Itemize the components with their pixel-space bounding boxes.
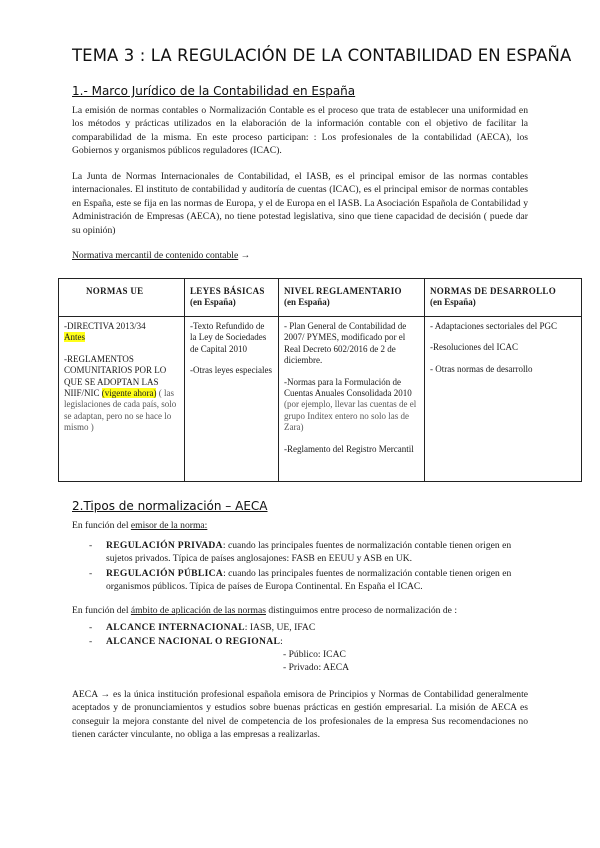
- list-item: [92, 539, 528, 566]
- table-caption-text: Normativa mercantil de contenido contable: [72, 250, 239, 261]
- line-prefix: En función del: [72, 605, 129, 616]
- list-text: :: [280, 636, 283, 648]
- cell-nivel-reglamentario: [279, 317, 425, 482]
- cell-item: -Resoluciones del ICAC: [430, 342, 518, 353]
- line-underlined: emisor de la norma:: [130, 520, 208, 531]
- line-underlined: ámbito de aplicación de las normas: [130, 605, 266, 616]
- arrow-icon: →: [240, 250, 251, 261]
- list-text: : cuando las principales fuentes de normalización contable tienen origen en organismos públicos. Típica de países de Europa Continental. En España el ICAC.: [106, 567, 512, 593]
- cell-normas-desarrollo: [425, 317, 582, 482]
- highlight-antes: Antes: [64, 332, 85, 343]
- regulation-list: [92, 539, 528, 595]
- header-title: NORMAS UE: [86, 286, 144, 296]
- header-sub: (en España): [284, 297, 330, 308]
- cell-item: [284, 377, 419, 434]
- header-leyes-basicas: [185, 279, 279, 317]
- list-item: [92, 635, 528, 648]
- table-header-row: [59, 279, 582, 317]
- alcance-list: [92, 621, 528, 650]
- list-text: : IASB, UE, IFAC: [244, 622, 316, 633]
- line-suffix: distinguimos entre proceso de normalización de :: [268, 605, 457, 616]
- cell-leyes-basicas: [185, 317, 279, 482]
- header-normas-desarrollo: [425, 279, 582, 317]
- normas-formulacion-note: (por ejemplo, llevar las cuentas de el grupo Inditex entero no solo las de Zara): [284, 399, 417, 433]
- directiva-text: -DIRECTIVA 2013/34: [64, 321, 146, 331]
- reglamentos-text: -REGLAMENTOS COMUNITARIOS POR LO QUE SE ADOPTAN LAS NIIF/NIC: [64, 353, 167, 399]
- aeca-paragraph: AECA → es la única institución profesional española emisora de Principios y Normas de Contabilidad generalmente aceptados y de pronunciamientos y estudios sobre buenas prácticas en gestión empresarial. La misión de AECA es conseguir la mejora constante del nivel de competencia de los profesionales de la empresa Sus recomendaciones no tienen carácter vinculante, no obliga a las empresas a realizarlas.: [72, 689, 528, 741]
- cell-item: -Reglamento del Registro Mercantil: [284, 443, 414, 454]
- normativa-table: [58, 278, 582, 482]
- cell-item: -Otras leyes especiales: [190, 365, 272, 376]
- header-title: LEYES BÁSICAS: [190, 286, 265, 296]
- ambito-line: [72, 605, 457, 616]
- sub-item-publico: - Público: ICAC: [283, 649, 346, 660]
- section1-paragraph-1: La emisión de normas contables o Normalización Contable es el proceso que trata de establecer una uniformidad en los métodos y prácticas utilizados en la elaboración de la información contable con el objetivo de facilitar la comparabilidad de la misma. En este proceso participan: : Los profesionales de la contabilidad (AECA), los Gobiernos y organismos públicos reguladores (ICAC).: [72, 105, 528, 157]
- section1-heading: 1.- Marco Jurídico de la Contabilidad en España: [72, 84, 356, 98]
- sub-item-privado: - Privado: AECA: [283, 662, 350, 673]
- list-keyword: ALCANCE NACIONAL O REGIONAL: [106, 636, 281, 648]
- cell-item: - Otras normas de desarrollo: [430, 363, 533, 374]
- highlight-vigente: (vigente ahora): [101, 388, 157, 399]
- header-normas-ue: [59, 279, 185, 317]
- list-keyword: REGULACIÓN PRIVADA: [106, 540, 223, 551]
- list-keyword: REGULACIÓN PÚBLICA: [106, 567, 224, 579]
- header-title: NIVEL REGLAMENTARIO: [284, 286, 402, 296]
- header-nivel-reglamentario: [279, 279, 425, 317]
- header-sub: (en España): [430, 297, 476, 308]
- cell-normas-ue: [59, 317, 185, 482]
- normas-formulacion-text: -Normas para la Formulación de Cuentas Anuales Consolidada 2010: [284, 376, 412, 399]
- section2-heading: 2.Tipos de normalización – AECA: [72, 499, 268, 513]
- cell-item: - Plan General de Contabilidad de 2007/ PYMES, modificado por el Real Decreto 602/2016 de 2 de diciembre.: [284, 321, 407, 366]
- table-body-row: [59, 317, 582, 482]
- cell-item: -Texto Refundido de la Ley de Sociedades de Capital 2010: [190, 321, 267, 354]
- list-text: : cuando las principales fuentes de normalización contable tienen origen en sujetos privados. Típica de países anglosajones: FASB en EEUU y ASB en UK.: [106, 540, 512, 565]
- reglamentos-note: ( las legislaciones de cada país, solo se adaptan, pero no se hace lo mismo ): [64, 388, 177, 433]
- list-item: [92, 567, 528, 594]
- line-prefix: En función del: [72, 520, 129, 531]
- list-item: [92, 621, 528, 634]
- cell-item: [64, 354, 179, 434]
- page-title: TEMA 3 : LA REGULACIÓN DE LA CONTABILIDAD EN ESPAÑA: [72, 46, 572, 65]
- section1-paragraph-2: La Junta de Normas Internacionales de Contabilidad, el IASB, es el principal emisor de las normas contables internacionales. El instituto de contabilidad y auditoría de cuentas (ICAC), es el principal emisor de normas contables en España, este se fija en las normas de Europa, y el de Europa en el IASB. La Asociación Española de Contabilidad y Administración de Empresas (AECA), no tiene potestad legislativa, sino que tiene capacidad de decisión ( puede dar su opinión): [72, 171, 528, 236]
- header-title: NORMAS DE DESARROLLO: [430, 286, 557, 296]
- cell-item: - Adaptaciones sectoriales del PGC: [430, 321, 557, 331]
- list-keyword: ALCANCE INTERNACIONAL: [106, 622, 245, 633]
- emisor-line: [72, 520, 207, 531]
- header-sub: (en España): [190, 297, 236, 308]
- table-caption: [72, 250, 250, 261]
- cell-item: [64, 321, 179, 344]
